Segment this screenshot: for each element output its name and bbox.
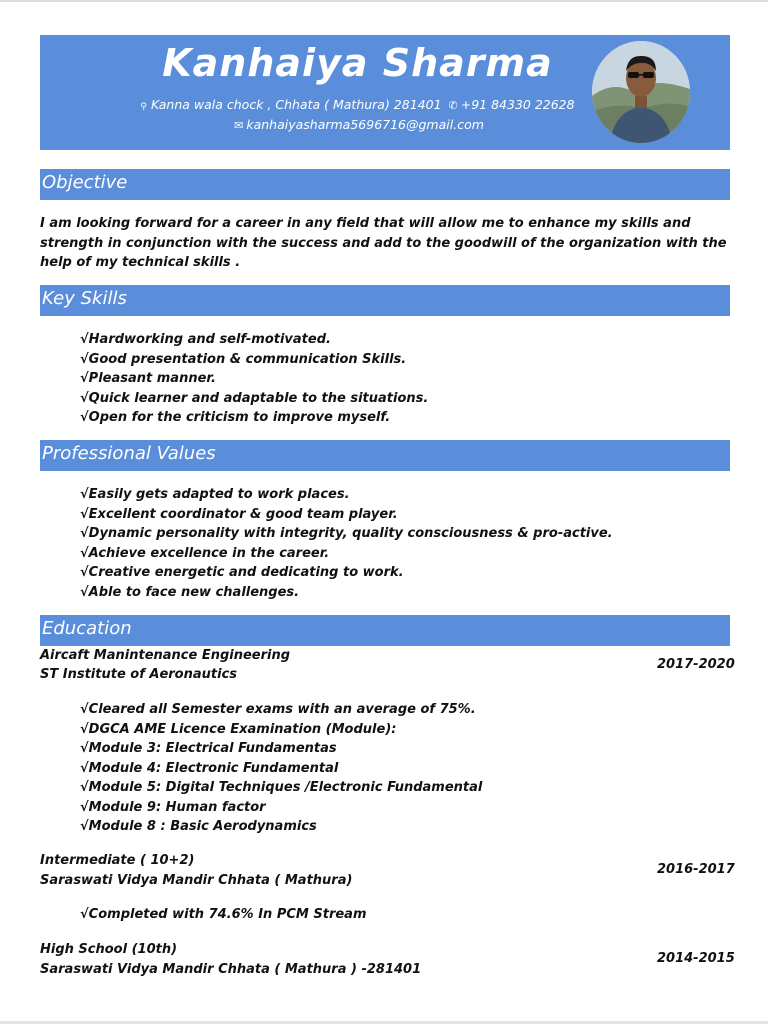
education-points-list	[80, 905, 367, 925]
key-skills-section-header	[40, 285, 730, 316]
top-divider	[0, 0, 768, 2]
education-institute: ST Institute of Aeronautics	[40, 667, 238, 682]
education-degree: High School (10th)	[40, 942, 178, 957]
contact-line-email	[40, 117, 675, 132]
location-pin-icon: ⚲	[140, 102, 147, 112]
list-item: √ Hardworking and self-motivated.	[80, 330, 428, 350]
phone-icon: ✆	[448, 99, 458, 112]
list-item: √ Module 5: Digital Techniques /Electronic Fundamental	[80, 778, 482, 798]
education-institute: Saraswati Vidya Mandir Chhata ( Mathura)	[40, 873, 353, 888]
list-item: √ Module 3: Electrical Fundamentas	[80, 739, 482, 759]
list-item: √ Good presentation & communication Skills.	[80, 350, 428, 370]
list-item: √ Open for the criticism to improve myself.	[80, 408, 428, 428]
list-item: √ Achieve excellence in the career.	[80, 544, 613, 564]
education-section-header	[40, 615, 730, 646]
contact-line-address-phone	[40, 97, 675, 112]
professional-values-list	[80, 485, 613, 602]
list-item: √ Dynamic personality with integrity, quality consciousness & pro-active.	[80, 524, 613, 544]
phone-text[interactable]: +91 84330 22628	[460, 97, 575, 112]
list-item: √ Module 9: Human factor	[80, 798, 482, 818]
profile-photo	[592, 41, 690, 143]
profile-photo-illustration	[592, 41, 690, 143]
candidate-name: Kanhaiya Sharma	[162, 41, 553, 85]
list-item: √ Easily gets adapted to work places.	[80, 485, 613, 505]
list-item: √ Completed with 74.6% In PCM Stream	[80, 905, 367, 925]
objective-section-header	[40, 169, 730, 200]
key-skills-list	[80, 330, 428, 428]
address-text: Kanna wala chock , Chhata ( Mathura) 281401	[151, 97, 442, 112]
list-item: √ DGCA AME Licence Examination (Module):	[80, 720, 482, 740]
education-years: 2016-2017	[657, 862, 735, 877]
professional-values-section-header	[40, 440, 730, 471]
key-skills-title: Key Skills	[42, 288, 127, 309]
email-text[interactable]: kanhaiyasharma5696716@gmail.com	[246, 117, 484, 132]
list-item: √ Cleared all Semester exams with an average of 75%.	[80, 700, 482, 720]
education-title: Education	[42, 618, 132, 639]
education-years: 2017-2020	[657, 657, 735, 672]
objective-title: Objective	[42, 172, 128, 193]
list-item: √ Able to face new challenges.	[80, 583, 613, 603]
education-points-list	[80, 700, 482, 837]
objective-text: I am looking forward for a career in any field that will allow me to enhance my skills and strength in conjunction with the success and add to the goodwill of the organization with the help of my technical skills .	[40, 216, 727, 270]
professional-values-title: Professional Values	[42, 443, 216, 464]
list-item: √ Creative energetic and dedicating to work.	[80, 563, 613, 583]
list-item: √ Module 4: Electronic Fundamental	[80, 759, 482, 779]
resume-header	[40, 35, 730, 150]
education-degree: Intermediate ( 10+2)	[40, 853, 195, 868]
envelope-icon: ✉	[234, 119, 244, 132]
education-degree: Aircaft Manintenance Engineering	[40, 648, 291, 663]
list-item: √ Excellent coordinator & good team player.	[80, 505, 613, 525]
list-item: √ Pleasant manner.	[80, 369, 428, 389]
list-item: √ Module 8 : Basic Aerodynamics	[80, 817, 482, 837]
education-years: 2014-2015	[657, 951, 735, 966]
list-item: √ Quick learner and adaptable to the situations.	[80, 389, 428, 409]
education-institute: Saraswati Vidya Mandir Chhata ( Mathura ) -281401	[40, 962, 422, 977]
